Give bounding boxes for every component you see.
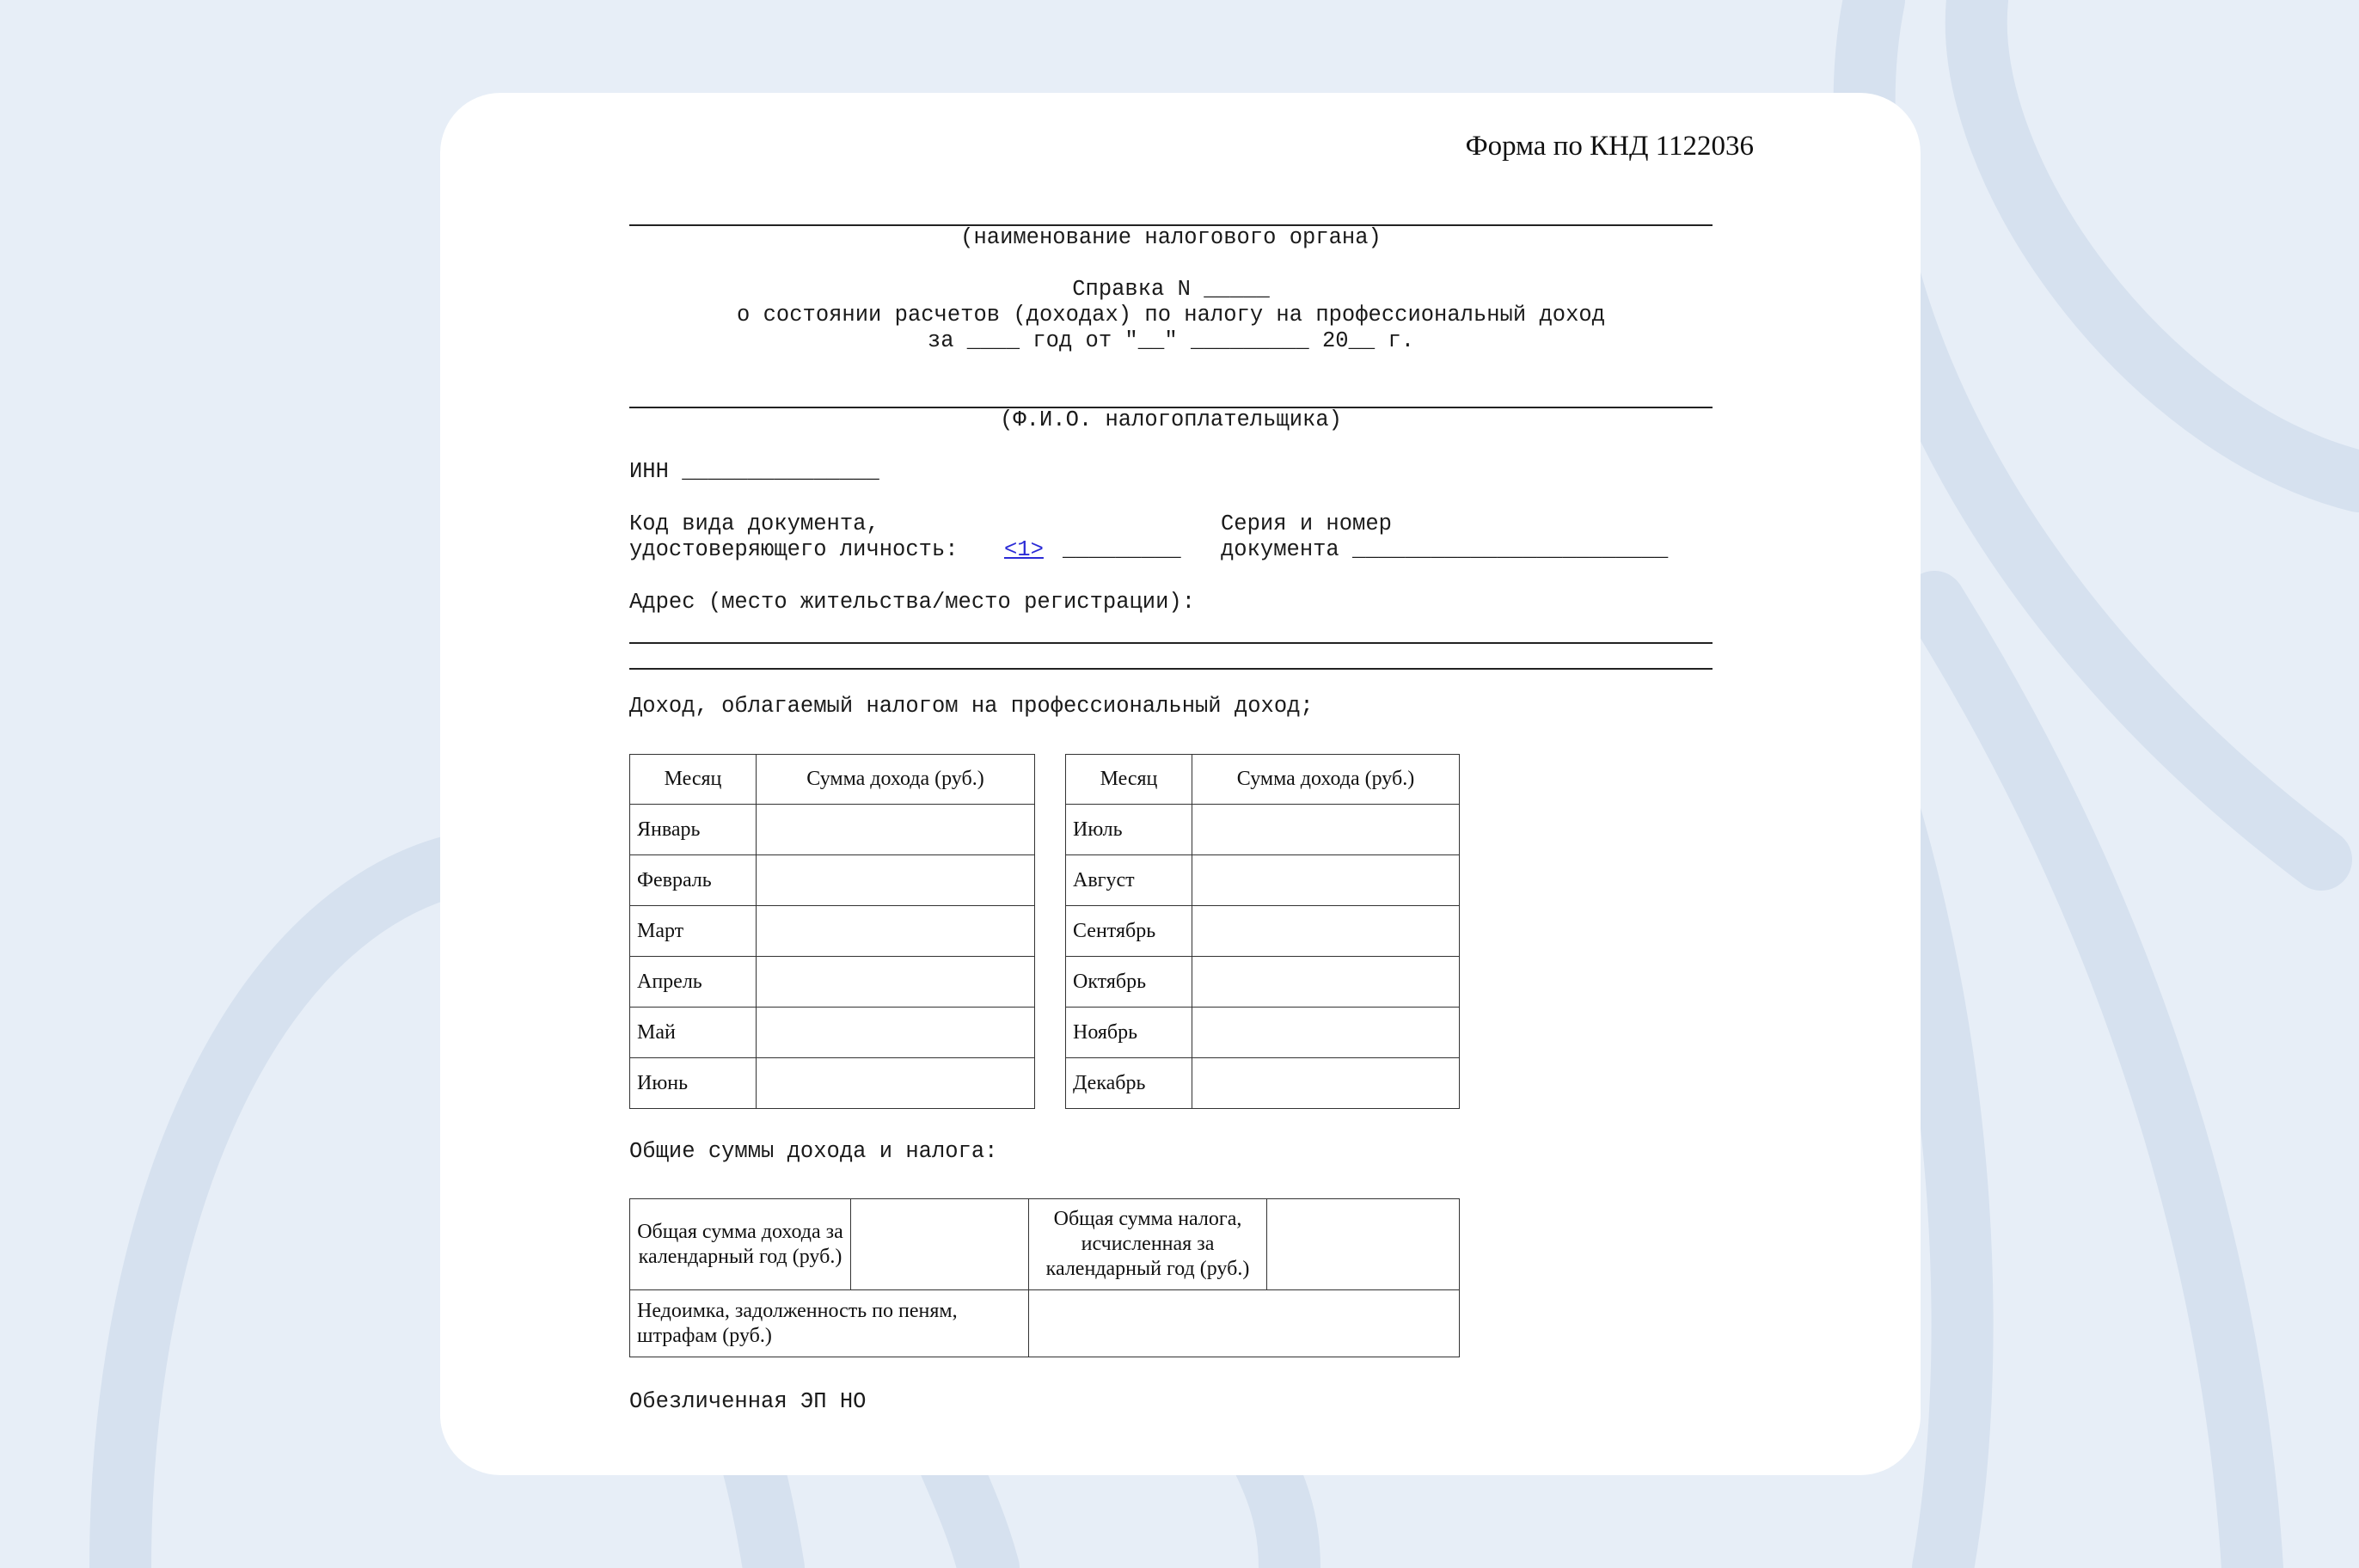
month-cell: Май bbox=[630, 1008, 757, 1058]
table-row bbox=[630, 1008, 1035, 1058]
totals-label: Общие суммы дохода и налога: bbox=[629, 1139, 998, 1164]
table-row bbox=[1066, 855, 1460, 906]
income-label: Доход, облагаемый налогом на профессиональный доход; bbox=[629, 694, 1314, 719]
table-row bbox=[1066, 1058, 1460, 1109]
totals-table bbox=[629, 1198, 1460, 1357]
arrears-value[interactable] bbox=[1029, 1290, 1460, 1357]
month-cell: Июнь bbox=[630, 1058, 757, 1109]
month-cell: Март bbox=[630, 906, 757, 957]
doc-kind-blank: _________ bbox=[1063, 537, 1181, 562]
doc-series-label-2: документа ________________________ bbox=[1221, 537, 1669, 562]
amount-cell[interactable] bbox=[1192, 805, 1460, 855]
table-row bbox=[630, 805, 1035, 855]
amount-cell[interactable] bbox=[757, 906, 1035, 957]
amount-cell[interactable] bbox=[1192, 1008, 1460, 1058]
total-tax-label: Общая сумма налога, исчисленная за календарный год (руб.) bbox=[1029, 1199, 1267, 1290]
amount-cell[interactable] bbox=[757, 1008, 1035, 1058]
table-row bbox=[630, 957, 1035, 1008]
address-label: Адрес (место жительства/место регистрации): bbox=[629, 590, 1196, 615]
month-header: Месяц bbox=[1066, 755, 1192, 805]
month-cell: Февраль bbox=[630, 855, 757, 906]
certificate-subtitle: о состоянии расчетов (доходах) по налогу на профессиональный доход bbox=[737, 303, 1605, 328]
table-row bbox=[630, 1058, 1035, 1109]
income-table-left bbox=[629, 754, 1035, 1109]
month-header: Месяц bbox=[630, 755, 757, 805]
taxpayer-caption: (Ф.И.О. налогоплательщика) bbox=[1000, 407, 1342, 432]
certificate-period: за ____ год от "__" _________ 20__ г. bbox=[927, 328, 1415, 353]
address-line-1 bbox=[629, 642, 1713, 644]
total-tax-value[interactable] bbox=[1267, 1199, 1460, 1290]
doc-kind-label-1: Код вида документа, bbox=[629, 511, 879, 536]
amount-cell[interactable] bbox=[1192, 1058, 1460, 1109]
amount-cell[interactable] bbox=[757, 1058, 1035, 1109]
arrears-label: Недоимка, задолженность по пеням, штрафам (руб.) bbox=[630, 1290, 1029, 1357]
income-table-right bbox=[1065, 754, 1460, 1109]
table-row bbox=[630, 906, 1035, 957]
month-cell: Сентябрь bbox=[1066, 906, 1192, 957]
total-income-label: Общая сумма дохода за календарный год (руб.) bbox=[630, 1199, 851, 1290]
doc-kind-label-2: удостоверяющего личность: bbox=[629, 537, 959, 562]
table-row bbox=[1066, 957, 1460, 1008]
month-cell: Январь bbox=[630, 805, 757, 855]
amount-cell[interactable] bbox=[1192, 855, 1460, 906]
month-cell: Октябрь bbox=[1066, 957, 1192, 1008]
signature-label: Обезличенная ЭП НО bbox=[629, 1389, 867, 1414]
amount-cell[interactable] bbox=[757, 805, 1035, 855]
amount-cell[interactable] bbox=[757, 957, 1035, 1008]
table-row bbox=[1066, 1008, 1460, 1058]
table-row bbox=[630, 855, 1035, 906]
table-row bbox=[1066, 906, 1460, 957]
total-income-value[interactable] bbox=[851, 1199, 1029, 1290]
month-cell: Ноябрь bbox=[1066, 1008, 1192, 1058]
doc-series-label-1: Серия и номер bbox=[1221, 511, 1392, 536]
form-code: Форма по КНД 1122036 bbox=[1465, 131, 1754, 162]
amount-header: Сумма дохода (руб.) bbox=[757, 755, 1035, 805]
amount-header: Сумма дохода (руб.) bbox=[1192, 755, 1460, 805]
month-cell: Апрель bbox=[630, 957, 757, 1008]
tax-authority-caption: (наименование налогового органа) bbox=[960, 225, 1382, 250]
address-line-2 bbox=[629, 668, 1713, 670]
certificate-title: Справка N _____ bbox=[1072, 277, 1270, 302]
month-cell: Июль bbox=[1066, 805, 1192, 855]
month-cell: Декабрь bbox=[1066, 1058, 1192, 1109]
inn-label: ИНН _______________ bbox=[629, 459, 879, 484]
month-cell: Август bbox=[1066, 855, 1192, 906]
table-row bbox=[1066, 805, 1460, 855]
amount-cell[interactable] bbox=[757, 855, 1035, 906]
footnote-link[interactable]: <1> bbox=[1004, 537, 1044, 562]
amount-cell[interactable] bbox=[1192, 957, 1460, 1008]
amount-cell[interactable] bbox=[1192, 906, 1460, 957]
